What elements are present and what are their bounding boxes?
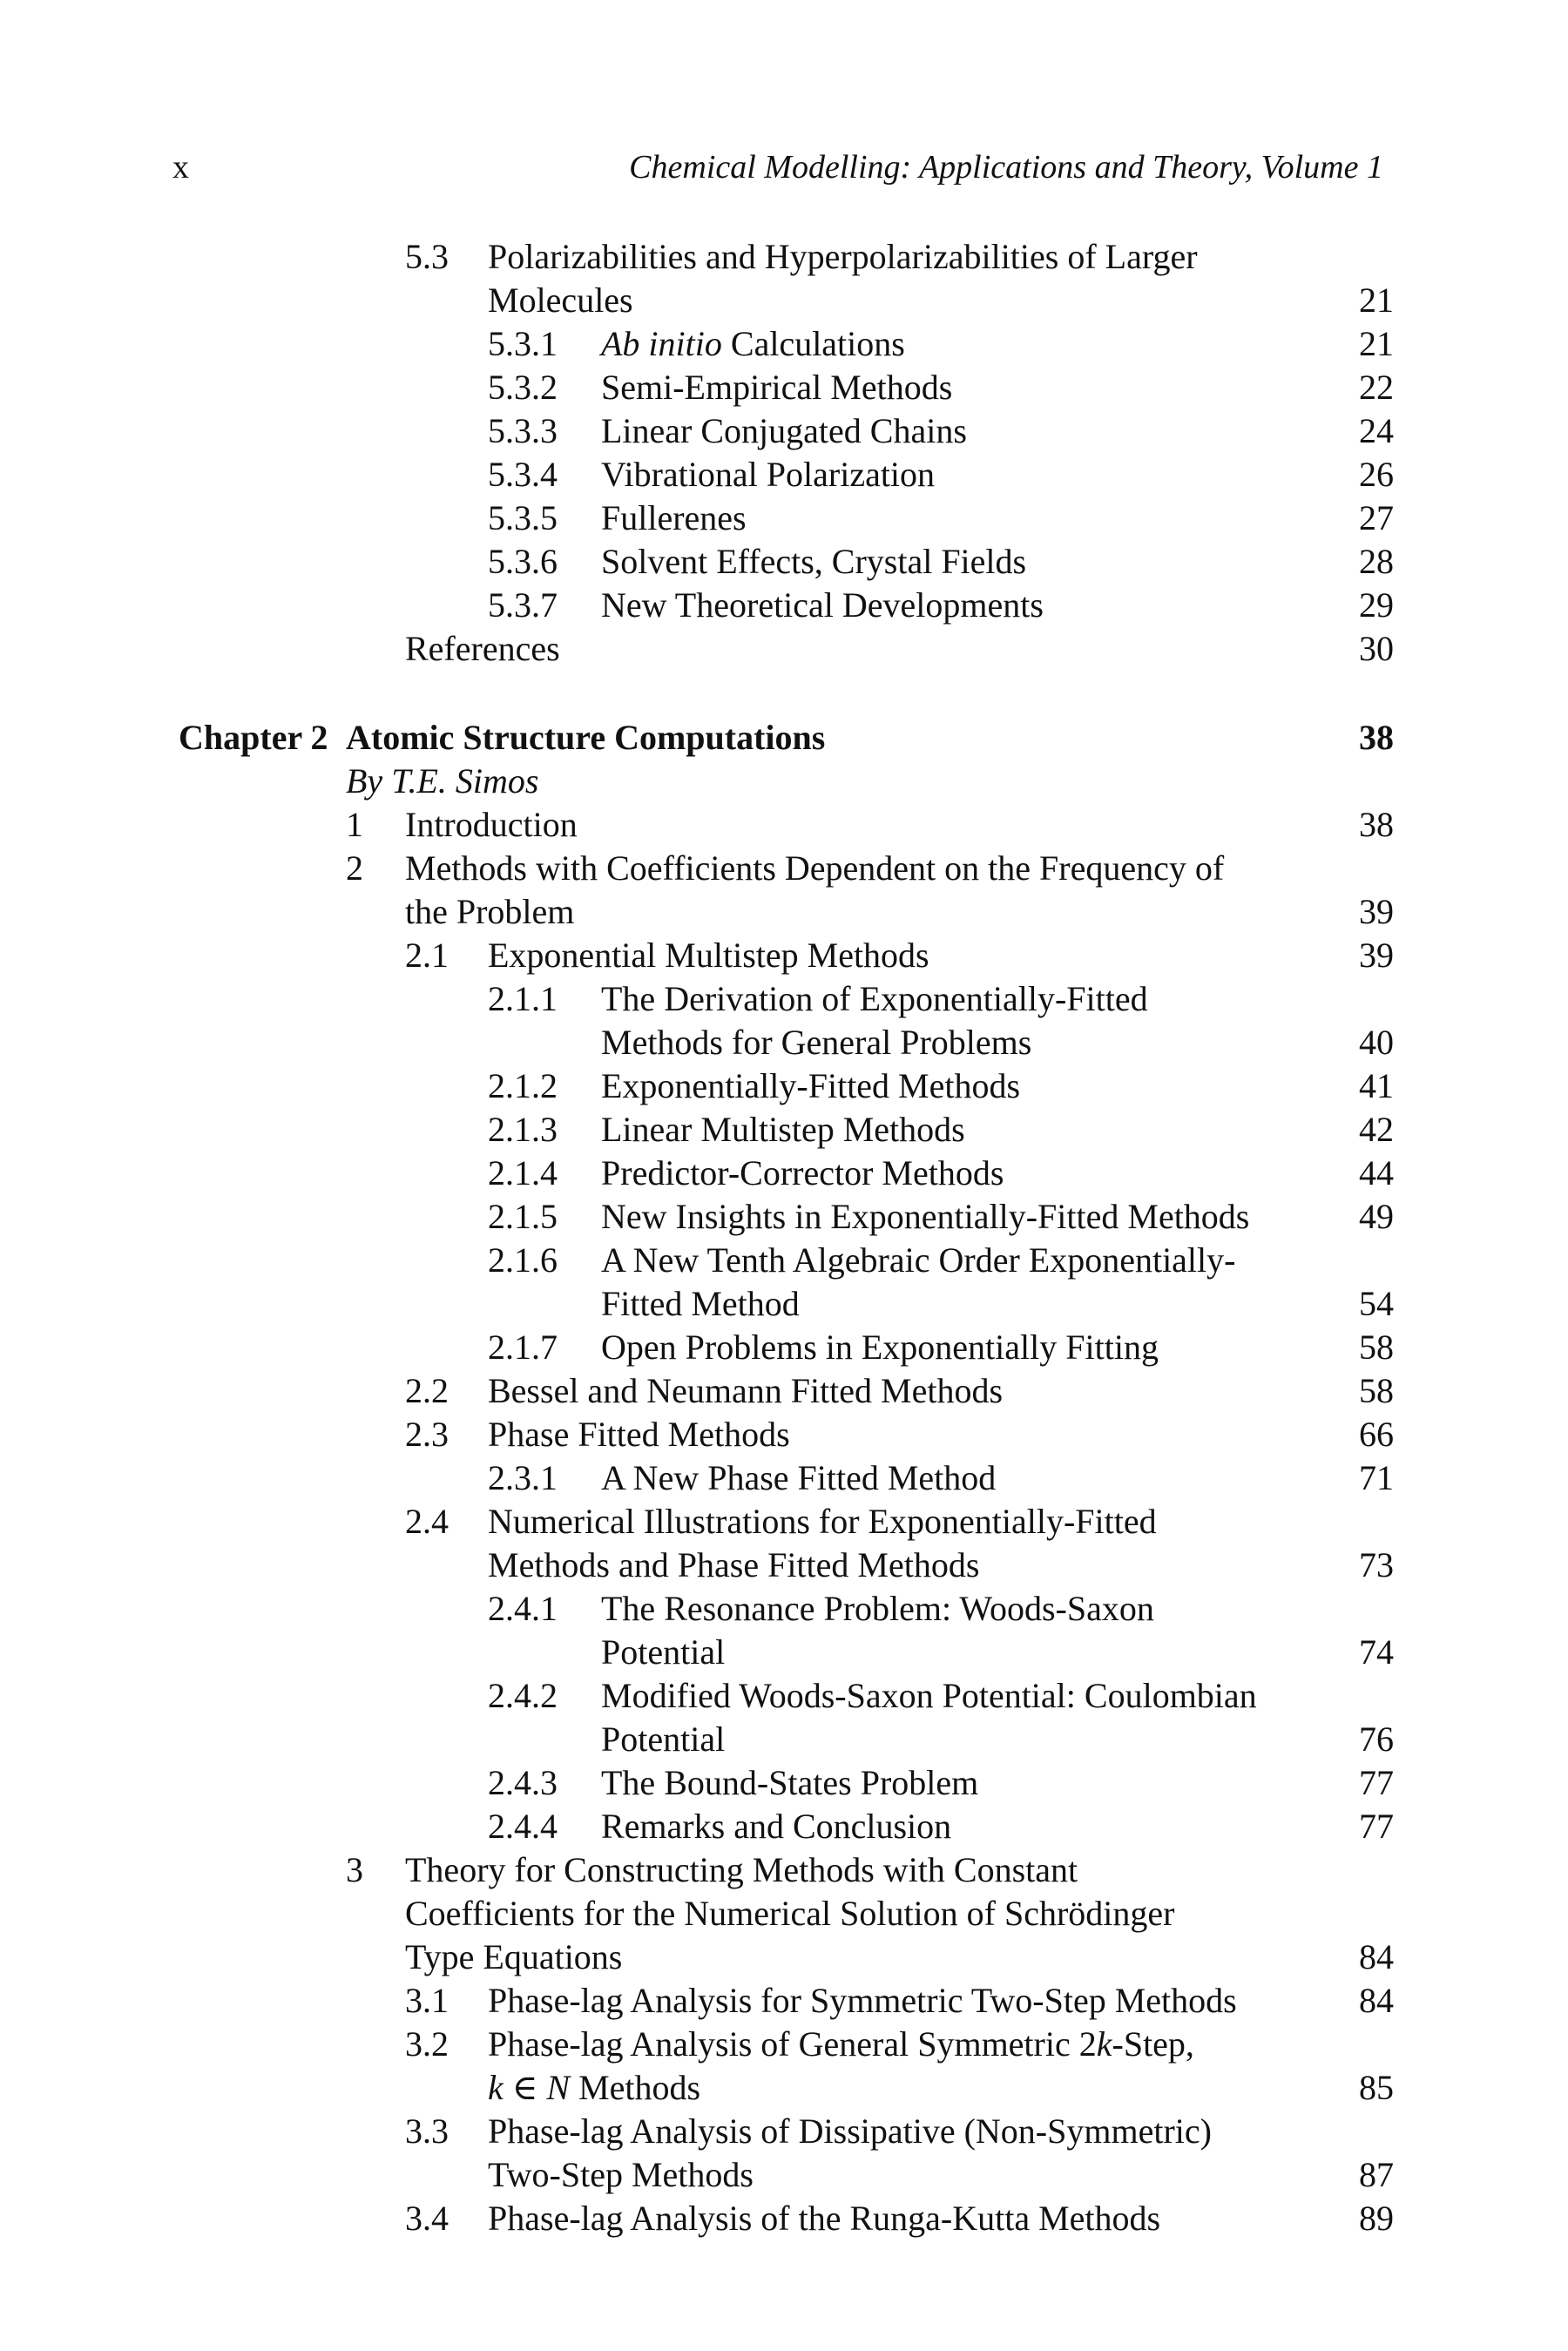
entry-title: Theory for Constructing Methods with Constant — [405, 1850, 1078, 1889]
entry-title-part: -Step, — [1112, 2024, 1194, 2064]
entry-title: Exponentially-Fitted Methods — [601, 1066, 1021, 1105]
entry-title — [488, 2023, 1194, 2066]
entry-title: The Resonance Problem: Woods-Saxon — [601, 1589, 1154, 1628]
entry-title: Two-Step Methods — [488, 2155, 754, 2194]
entry-title: Phase Fitted Methods — [488, 1415, 790, 1454]
toc-entry-2-4-cont — [0, 1544, 1568, 1587]
entry-title: The Derivation of Exponentially-Fitted — [601, 979, 1148, 1018]
entry-number: 3 — [346, 1850, 363, 1889]
entry-page: 89 — [1359, 2199, 1394, 2238]
entry-title: the Problem — [405, 892, 575, 931]
entry-title: Solvent Effects, Crystal Fields — [601, 542, 1027, 581]
toc-entry-2-3 — [0, 1413, 1568, 1456]
entry-title: Vibrational Polarization — [601, 455, 936, 494]
entry-page: 58 — [1359, 1328, 1394, 1367]
entry-page: 49 — [1359, 1197, 1394, 1236]
entry-number: 5.3.6 — [488, 542, 558, 581]
toc-entry-3-cont1 — [0, 1892, 1568, 1936]
entry-number: 2.4.3 — [488, 1763, 558, 1802]
entry-page: 58 — [1359, 1371, 1394, 1410]
entry-page: 73 — [1359, 1545, 1394, 1584]
toc-entry-5-3-4 — [0, 453, 1568, 497]
entry-title: Phase-lag Analysis for Symmetric Two-Step Methods — [488, 1981, 1237, 2020]
entry-page: 29 — [1359, 585, 1394, 625]
entry-number: 2.4.4 — [488, 1807, 558, 1846]
entry-number: 2 — [346, 848, 363, 888]
toc-entry-2-4-2-cont — [0, 1718, 1568, 1761]
entry-page: 76 — [1359, 1719, 1394, 1759]
toc-entry-2-1-1-cont — [0, 1021, 1568, 1064]
entry-title: Phase-lag Analysis of Dissipative (Non-Symmetric) — [488, 2111, 1212, 2151]
toc-entry-2-1 — [0, 934, 1568, 977]
entry-number: 5.3 — [405, 237, 449, 276]
entry-title: Exponential Multistep Methods — [488, 936, 929, 975]
toc-entry-2 — [0, 847, 1568, 890]
toc-entry-2-1-3 — [0, 1108, 1568, 1152]
entry-page: 84 — [1359, 1937, 1394, 1976]
toc-entry-2-4-1 — [0, 1587, 1568, 1631]
toc-chapter-2 — [0, 716, 1568, 760]
entry-title: Fitted Method — [601, 1284, 800, 1323]
toc-entry-5-3-cont — [0, 279, 1568, 322]
entry-title: Phase-lag Analysis of the Runga-Kutta Methods — [488, 2199, 1161, 2238]
toc-entry-2-4-1-cont — [0, 1631, 1568, 1674]
entry-title: A New Phase Fitted Method — [601, 1458, 997, 1497]
entry-number: 2.1.2 — [488, 1066, 558, 1105]
chapter-label: Chapter 2 — [179, 718, 328, 757]
entry-title: Potential — [601, 1632, 726, 1672]
toc-entry-2-1-2 — [0, 1064, 1568, 1108]
toc-entry-2-3-1 — [0, 1456, 1568, 1500]
entry-number: 2.3.1 — [488, 1458, 558, 1497]
entry-title: Coefficients for the Numerical Solution of Schrödinger — [405, 1894, 1175, 1933]
entry-number: 5.3.4 — [488, 455, 558, 494]
entry-page: 21 — [1359, 324, 1394, 363]
entry-number: 2.4.1 — [488, 1589, 558, 1628]
entry-title: Methods and Phase Fitted Methods — [488, 1545, 980, 1584]
entry-number: 2.4 — [405, 1502, 449, 1541]
entry-number: 5.3.5 — [488, 498, 558, 537]
entry-page: 40 — [1359, 1023, 1394, 1062]
entry-number: 2.1 — [405, 936, 449, 975]
entry-page: 87 — [1359, 2155, 1394, 2194]
entry-title: Bessel and Neumann Fitted Methods — [488, 1371, 1004, 1410]
entry-page: 39 — [1359, 936, 1394, 975]
chapter-title: Atomic Structure Computations — [346, 718, 826, 757]
running-title: Chemical Modelling: Applications and Theory, Volume 1 — [629, 149, 1383, 186]
entry-page: 27 — [1359, 498, 1394, 537]
entry-number: 2.4.2 — [488, 1676, 558, 1715]
toc-entry-3-cont2 — [0, 1936, 1568, 1979]
entry-title-rest: Calculations — [730, 324, 905, 363]
chapter-author — [0, 760, 1568, 803]
entry-page: 77 — [1359, 1763, 1394, 1802]
entry-title-part: ∈ — [503, 2068, 547, 2107]
entry-title — [488, 2066, 700, 2110]
toc-entry-5-3-3 — [0, 409, 1568, 453]
toc-entry-2-1-6 — [0, 1239, 1568, 1282]
entry-title: Linear Conjugated Chains — [601, 411, 967, 450]
toc-entry-3-4 — [0, 2197, 1568, 2240]
entry-title: Methods for General Problems — [601, 1023, 1032, 1062]
toc-entry-3-2 — [0, 2023, 1568, 2066]
entry-page: 21 — [1359, 280, 1394, 320]
author-name: By T.E. Simos — [346, 761, 539, 801]
entry-page: 22 — [1359, 368, 1394, 407]
page-number: x — [172, 149, 189, 186]
entry-title-part: Methods — [570, 2068, 701, 2107]
toc-entry-5-3-1 — [0, 322, 1568, 366]
toc-entry-2-2 — [0, 1369, 1568, 1413]
entry-page: 42 — [1359, 1110, 1394, 1149]
entry-page: 85 — [1359, 2068, 1394, 2107]
entry-title: Semi-Empirical Methods — [601, 368, 953, 407]
entry-title: Open Problems in Exponentially Fitting — [601, 1328, 1159, 1367]
entry-number: 2.1.6 — [488, 1240, 558, 1280]
toc-entry-3-3-cont — [0, 2153, 1568, 2197]
entry-number: 3.2 — [405, 2024, 449, 2064]
entry-number: 2.1.7 — [488, 1328, 558, 1367]
entry-page: 74 — [1359, 1632, 1394, 1672]
entry-number: 2.1.4 — [488, 1153, 558, 1192]
entry-page: 71 — [1359, 1458, 1394, 1497]
entry-title: Polarizabilities and Hyperpolarizabilities of Larger — [488, 237, 1198, 276]
entry-number: 3.4 — [405, 2199, 449, 2238]
entry-page: 38 — [1359, 805, 1394, 844]
entry-title: Remarks and Conclusion — [601, 1807, 952, 1846]
entry-title: Introduction — [405, 805, 578, 844]
entry-page: 39 — [1359, 892, 1394, 931]
entry-page: 30 — [1359, 629, 1394, 668]
toc-entry-2-cont — [0, 890, 1568, 934]
entry-number: 2.1.1 — [488, 979, 558, 1018]
entry-number: 3.3 — [405, 2111, 449, 2151]
entry-number: 2.3 — [405, 1415, 449, 1454]
toc-entry-1 — [0, 803, 1568, 847]
toc-entry-5-3-5 — [0, 497, 1568, 540]
toc-entry-5-3-2 — [0, 366, 1568, 409]
entry-title: Modified Woods-Saxon Potential: Coulombian — [601, 1676, 1257, 1715]
entry-number: 2.2 — [405, 1371, 449, 1410]
entry-page: 66 — [1359, 1415, 1394, 1454]
entry-title: Molecules — [488, 280, 633, 320]
entry-title: New Insights in Exponentially-Fitted Methods — [601, 1197, 1250, 1236]
entry-title-part: Phase-lag Analysis of General Symmetric 2 — [488, 2024, 1097, 2064]
toc-entry-2-4 — [0, 1500, 1568, 1544]
entry-page: 77 — [1359, 1807, 1394, 1846]
entry-number: 2.1.5 — [488, 1197, 558, 1236]
entry-title: Predictor-Corrector Methods — [601, 1153, 1004, 1192]
toc-entry-3-3 — [0, 2110, 1568, 2153]
toc-entry-references — [0, 627, 1568, 671]
entry-number: 2.1.3 — [488, 1110, 558, 1149]
entry-page: 24 — [1359, 411, 1394, 450]
toc-entry-5-3-6 — [0, 540, 1568, 584]
entry-title: New Theoretical Developments — [601, 585, 1044, 625]
toc-entry-2-4-4 — [0, 1805, 1568, 1848]
toc-entry-5-3-7 — [0, 584, 1568, 627]
entry-title: Type Equations — [405, 1937, 623, 1976]
entry-page: 28 — [1359, 542, 1394, 581]
toc-entry-3 — [0, 1848, 1568, 1892]
toc-entry-2-1-1 — [0, 977, 1568, 1021]
toc-entry-2-1-5 — [0, 1195, 1568, 1239]
toc-entry-3-1 — [0, 1979, 1568, 2023]
entry-page: 41 — [1359, 1066, 1394, 1105]
entry-title-italic: k — [488, 2068, 504, 2107]
entry-title: Linear Multistep Methods — [601, 1110, 965, 1149]
entry-page: 84 — [1359, 1981, 1394, 2020]
toc-entry-2-4-3 — [0, 1761, 1568, 1805]
entry-number: 5.3.1 — [488, 324, 558, 363]
entry-title: The Bound-States Problem — [601, 1763, 979, 1802]
entry-title: Methods with Coefficients Dependent on the Frequency of — [405, 848, 1225, 888]
entry-title: Fullerenes — [601, 498, 747, 537]
entry-page: 54 — [1359, 1284, 1394, 1323]
entry-title: A New Tenth Algebraic Order Exponentially- — [601, 1240, 1236, 1280]
toc-entry-2-1-7 — [0, 1326, 1568, 1369]
toc-entry-2-4-2 — [0, 1674, 1568, 1718]
entry-number: 5.3.3 — [488, 411, 558, 450]
entry-title: Potential — [601, 1719, 726, 1759]
entry-title — [601, 322, 905, 366]
toc-entry-5-3 — [0, 235, 1568, 279]
entry-title-italic: k — [1096, 2024, 1112, 2064]
entry-page: 44 — [1359, 1153, 1394, 1192]
chapter-page: 38 — [1359, 718, 1394, 757]
entry-title-italic: N — [546, 2068, 571, 2107]
entry-page: 26 — [1359, 455, 1394, 494]
entry-title: Numerical Illustrations for Exponentially-Fitted — [488, 1502, 1157, 1541]
entry-number: 3.1 — [405, 1981, 449, 2020]
entry-number: 5.3.2 — [488, 368, 558, 407]
toc-entry-2-1-4 — [0, 1152, 1568, 1195]
entry-number: 5.3.7 — [488, 585, 558, 625]
entry-title-italic: Ab initio — [601, 324, 722, 363]
entry-number: 1 — [346, 805, 363, 844]
toc-entry-3-2-cont — [0, 2066, 1568, 2110]
toc-entry-2-1-6-cont — [0, 1282, 1568, 1326]
entry-title: References — [405, 629, 560, 668]
